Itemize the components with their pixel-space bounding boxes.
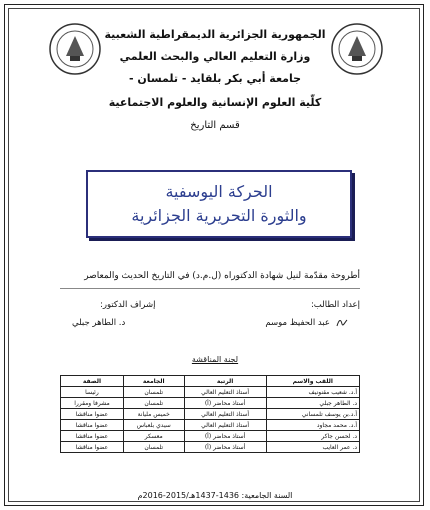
committee-table [60, 375, 360, 453]
thesis-subtitle: أطروحة مقدّمة لنيل شهادة الدكتوراه (ل.م.د) في التاريخ الحديث والمعاصر [84, 271, 360, 281]
member-rank: أستاذ محاضر (أ) [184, 442, 266, 453]
supervisor-label: إشراف الدكتور: [100, 300, 156, 310]
member-role: رئيسا [61, 387, 124, 398]
student-name: عبد الحفيظ موسم [265, 318, 330, 328]
table-row [61, 398, 360, 409]
student-label: إعداد الطالب: [310, 300, 360, 310]
member-name: أ.د. محمد مجاود [266, 420, 359, 431]
university-name: جامعة أبي بكر بلقايد - تلمسان - [128, 72, 302, 85]
member-role: عضوا مناقشا [61, 420, 124, 431]
column-header-name: اللقب والاسم [266, 376, 359, 387]
member-rank: أستاذ التعليم العالي [184, 387, 266, 398]
table-row [61, 420, 360, 431]
member-rank: أستاذ التعليم العالي [184, 420, 266, 431]
column-header-rank: الرتبة [184, 376, 266, 387]
member-university: خميس مليانة [123, 409, 184, 420]
signature-icon [336, 317, 348, 329]
thesis-title-line-2: والثورة التحريرية الجزائرية [131, 206, 307, 225]
table-header-row [61, 376, 360, 387]
member-university: سيدي بلعباس [123, 420, 184, 431]
republic-name: الجمهورية الجزائرية الديمقراطية الشعبية [104, 28, 326, 41]
column-header-role: الصفة [61, 376, 124, 387]
member-name: د. عمر العايب [266, 442, 359, 453]
member-role: عضوا مناقشا [61, 409, 124, 420]
faculty-name: كلّية العلوم الإنسانية والعلوم الاجتماعية [108, 96, 322, 109]
member-name: أ.د.بن يوسف تلمساني [266, 409, 359, 420]
member-university: معسكر [123, 431, 184, 442]
member-university: تلمسان [123, 398, 184, 409]
column-header-university: الجامعة [123, 376, 184, 387]
title-box [86, 170, 352, 238]
member-role: مشرفا ومقررا [61, 398, 124, 409]
member-role: عضوا مناقشا [61, 431, 124, 442]
divider [60, 288, 360, 289]
member-rank: أستاذ التعليم العالي [184, 409, 266, 420]
table-row [61, 442, 360, 453]
member-name: د. لحسن جاكر [266, 431, 359, 442]
member-university: تلمسان [123, 387, 184, 398]
table-row [61, 387, 360, 398]
supervisor-name: د. الطاهر جبلي [72, 318, 126, 328]
table-row [61, 409, 360, 420]
member-rank: أستاذ محاضر (أ) [184, 398, 266, 409]
member-role: عضوا مناقشا [61, 442, 124, 453]
table-row [61, 431, 360, 442]
committee-title: لجنة المناقشة [191, 355, 239, 364]
member-name: د. الطاهر جبلي [266, 398, 359, 409]
ministry-name: وزارة التعليم العالي والبحث العلمي [119, 50, 311, 63]
member-rank: أستاذ محاضر (أ) [184, 431, 266, 442]
member-name: أ.د. شعيب مقنونيف [266, 387, 359, 398]
thesis-title-line-1: الحركة اليوسفية [165, 182, 273, 201]
academic-year: السنة الجامعية: 1436-1437هـ/2015-2016م [137, 491, 293, 500]
member-university: تلمسان [123, 442, 184, 453]
department-name: قسم التاريخ [190, 120, 240, 131]
